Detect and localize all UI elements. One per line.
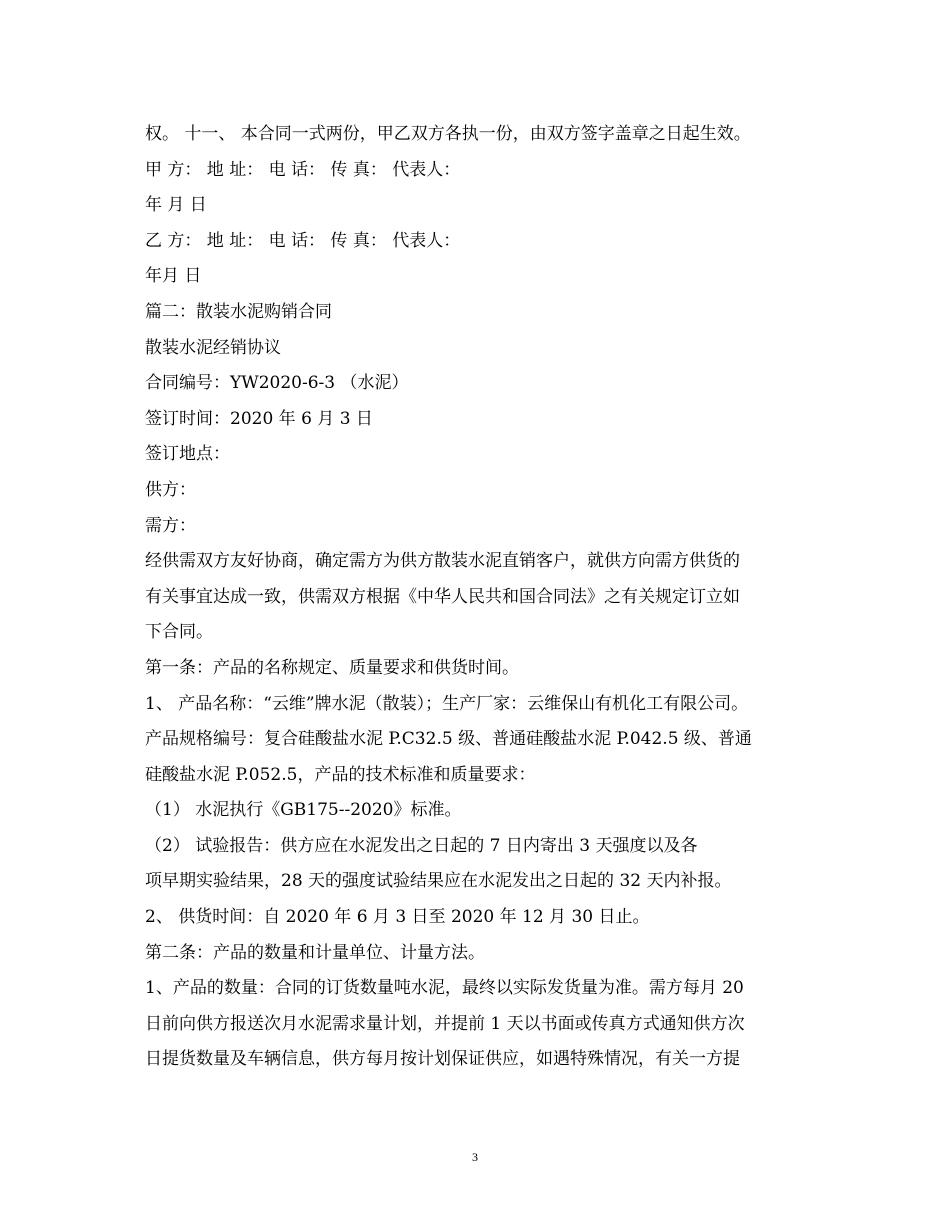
text-line: （1） 水泥执行《GB175--2020》标准。 <box>145 800 462 821</box>
text-line: 需方： <box>145 515 196 536</box>
text-line: 硅酸盐水泥 P.052.5，产品的技术标准和质量要求： <box>145 764 536 785</box>
text-line: 经供需双方友好协商，确定需方为供方散装水泥直销客户，就供方向需方供货的 <box>145 551 740 572</box>
text-line: 2、 供货时间：自 2020 年 6 月 3 日至 2020 年 12 月 30 日止。 <box>145 907 650 928</box>
page-number: 3 <box>472 1150 478 1164</box>
text-line: 1、产品的数量：合同的订货数量吨水泥，最终以实际发货量为准。需方每月 20 <box>145 978 744 999</box>
text-line: 年月 日 <box>145 266 202 287</box>
document-body <box>145 117 805 1078</box>
text-line: 第二条：产品的数量和计量单位、计量方法。 <box>145 942 485 963</box>
text-line: 乙 方： 地 址： 电 话： 传 真： 代表人： <box>145 230 461 251</box>
text-line: 日提货数量及车辆信息，供方每月按计划保证供应，如遇特殊情况，有关一方提 <box>145 1049 740 1070</box>
text-line: 合同编号：YW2020-6-3 （水泥） <box>145 373 409 394</box>
text-line: 下合同。 <box>145 622 213 643</box>
text-line: 有关事宜达成一致，供需双方根据《中华人民共和国合同法》之有关规定订立如 <box>145 586 740 607</box>
text-line: 1、 产品名称：“云维”牌水泥（散装）；生产厂家：云维保山有机化工有限公司。 <box>145 693 749 714</box>
text-line: （2） 试验报告：供方应在水泥发出之日起的 7 日内寄出 3 天强度以及各 <box>145 835 698 856</box>
text-line: 散装水泥经销协议 <box>145 337 281 358</box>
text-line: 日前向供方报送次月水泥需求量计划，并提前 1 天以书面或传真方式通知供方次 <box>145 1013 745 1034</box>
text-line: 签订地点： <box>145 444 230 465</box>
text-line: 项早期实验结果，28 天的强度试验结果应在水泥发出之日起的 32 天内补报。 <box>145 871 732 892</box>
text-line: 篇二：散装水泥购销合同 <box>145 301 332 322</box>
text-line: 第一条：产品的名称规定、质量要求和供货时间。 <box>145 657 519 678</box>
text-line: 权。 十一、 本合同一式两份，甲乙双方各执一份，由双方签字盖章之日起生效。 <box>145 124 751 144</box>
text-line: 供方： <box>145 479 196 500</box>
text-line: 签订时间：2020 年 6 月 3 日 <box>145 408 373 429</box>
text-line: 产品规格编号：复合硅酸盐水泥 P.C32.5 级、普通硅酸盐水泥 P.042.5 级、普通 <box>145 729 752 750</box>
text-line: 甲 方： 地 址： 电 话： 传 真： 代表人： <box>145 159 461 180</box>
text-line: 年 月 日 <box>145 195 207 216</box>
